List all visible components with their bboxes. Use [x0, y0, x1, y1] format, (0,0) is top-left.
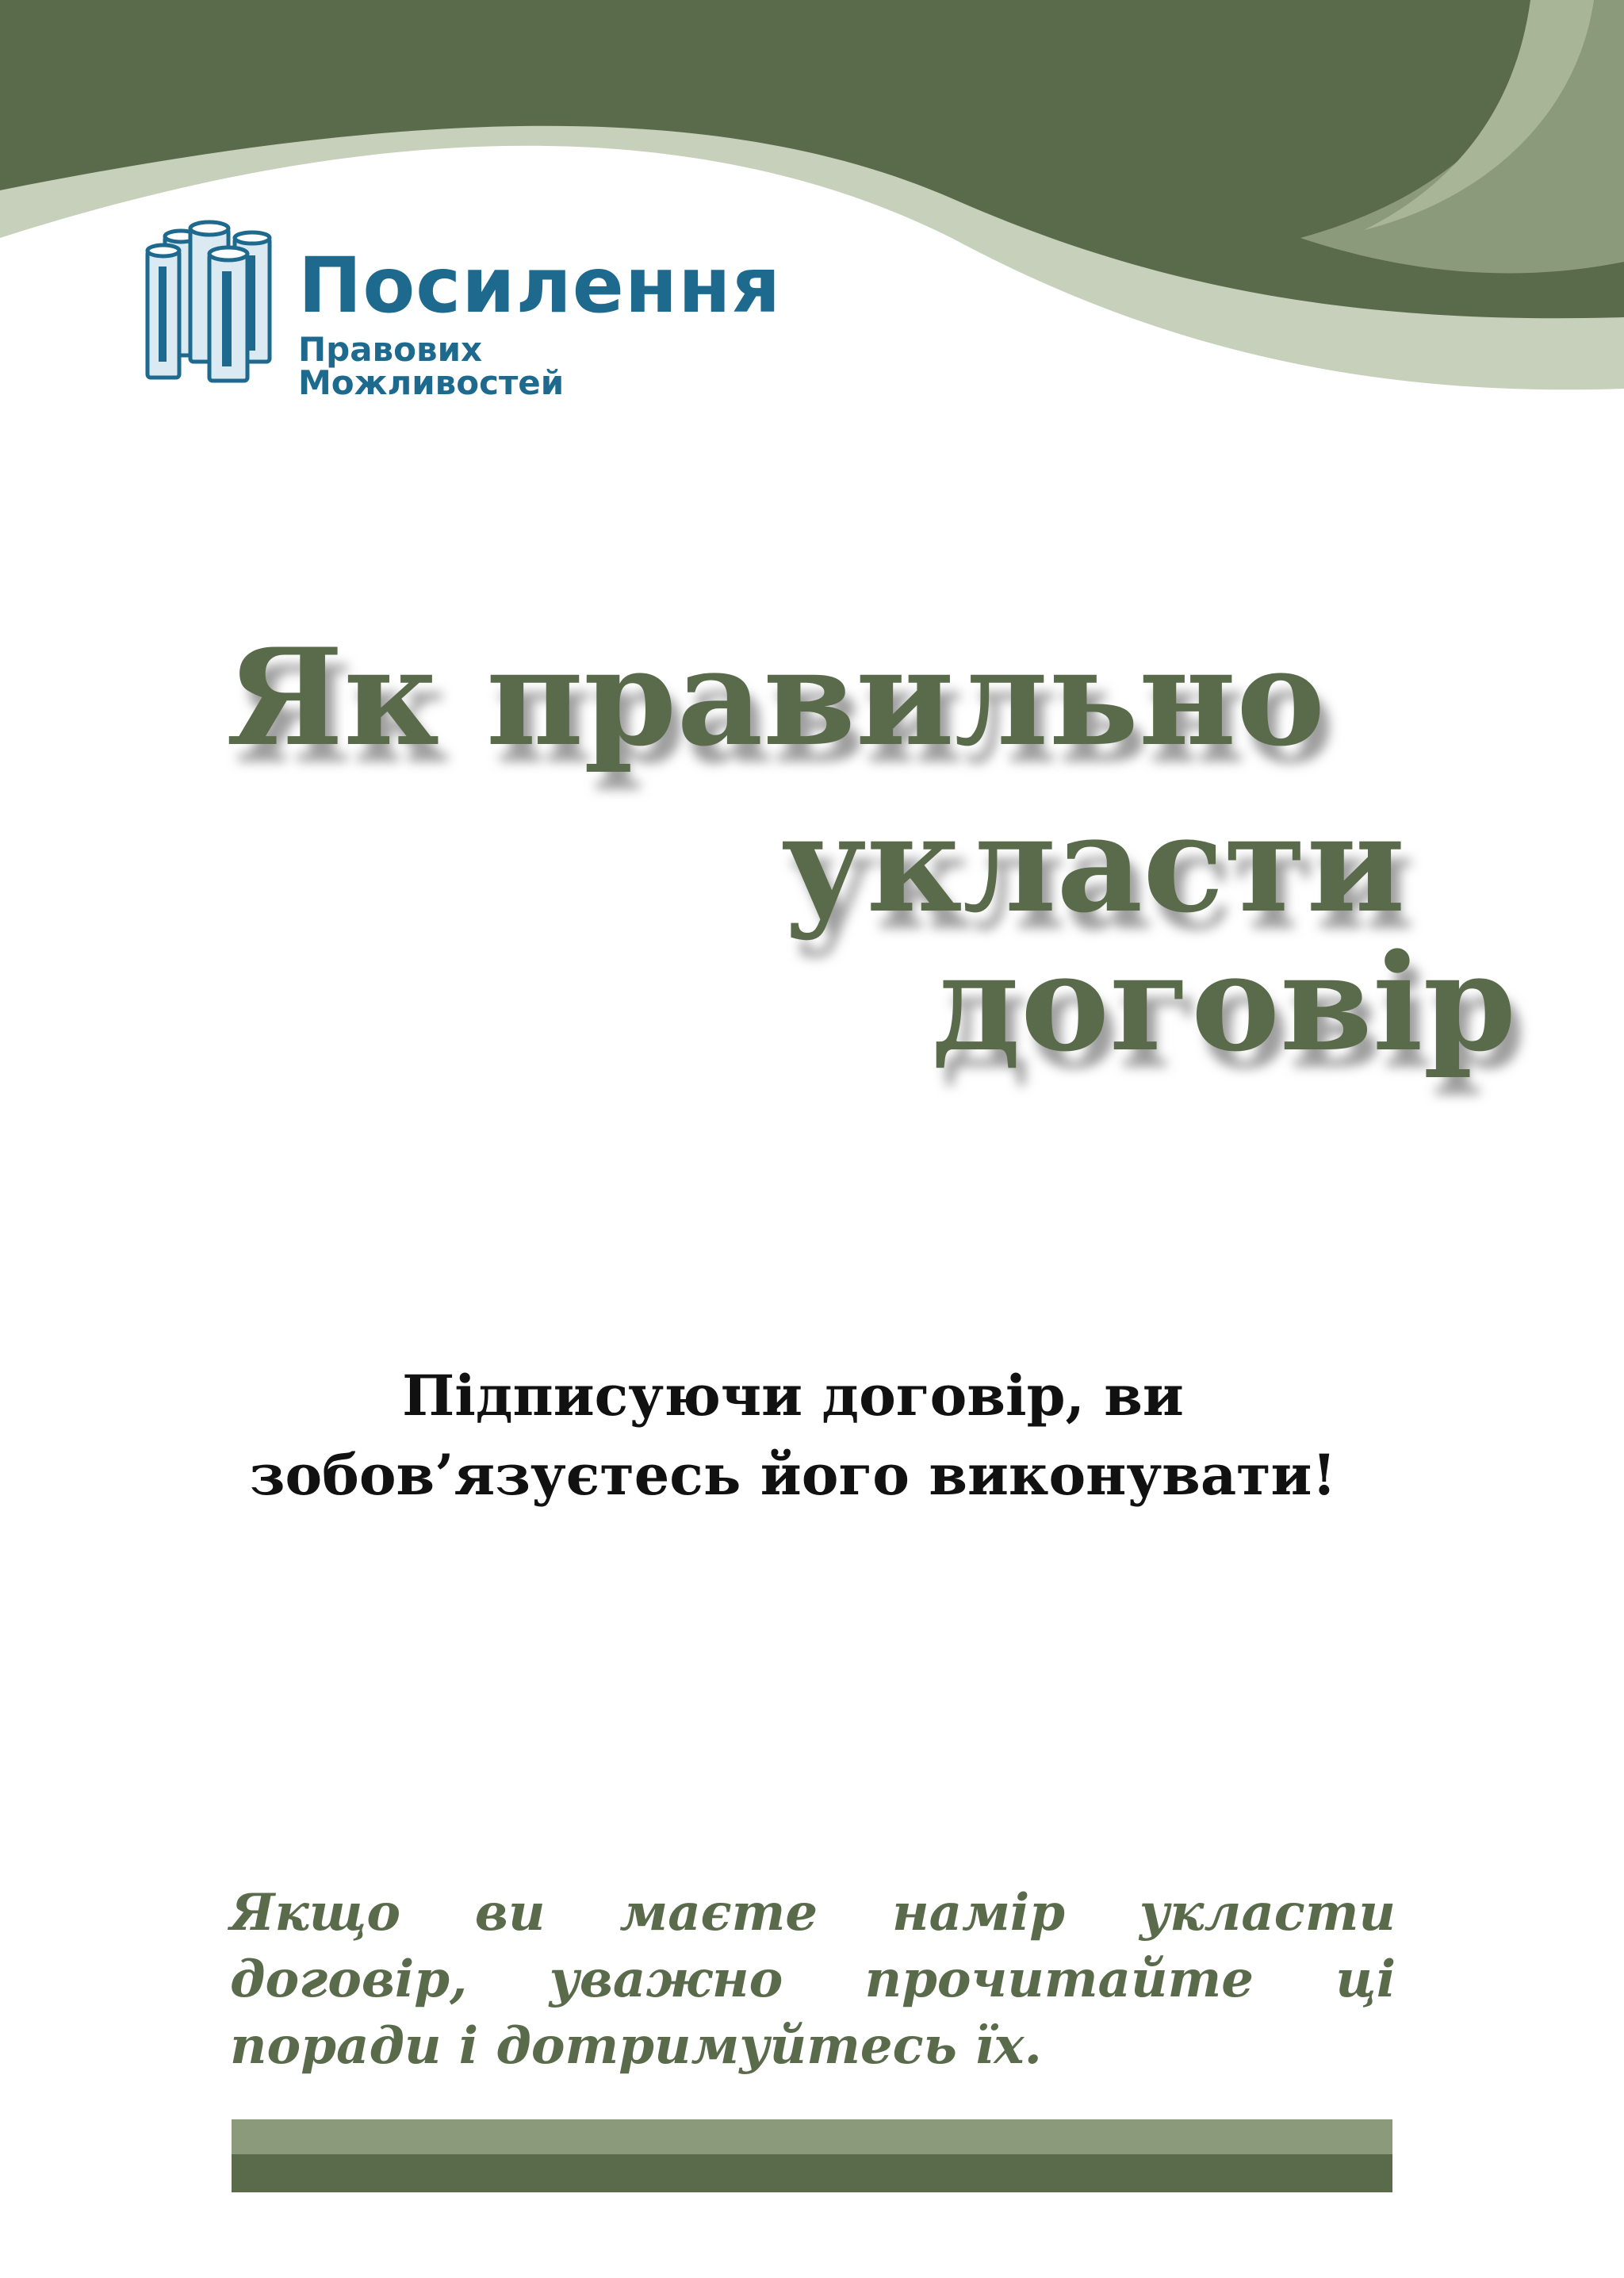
footer-bar-dark [232, 2154, 1392, 2192]
logo [143, 214, 782, 402]
title-line-3: договір [932, 924, 1517, 1081]
warning-line-1: Підписуючи договір, ви [402, 1363, 1184, 1429]
advice-text: Якщо ви маєте намір укласти договір, уважно прочитайте ці поради і дотримуйтесь їх. [230, 1883, 1396, 2076]
title-line-2: укласти [781, 785, 1406, 942]
title-line-1: Як правильно [226, 619, 1326, 776]
warning-text [198, 1356, 1388, 1515]
logo-title: Посилення [298, 241, 782, 330]
footer-bar-light [232, 2119, 1392, 2154]
logo-subtitle: Правових Можливостей [298, 330, 565, 402]
columns-logo-icon [143, 219, 293, 385]
warning-line-2: зобов’язуєтесь його виконувати! [249, 1442, 1337, 1508]
